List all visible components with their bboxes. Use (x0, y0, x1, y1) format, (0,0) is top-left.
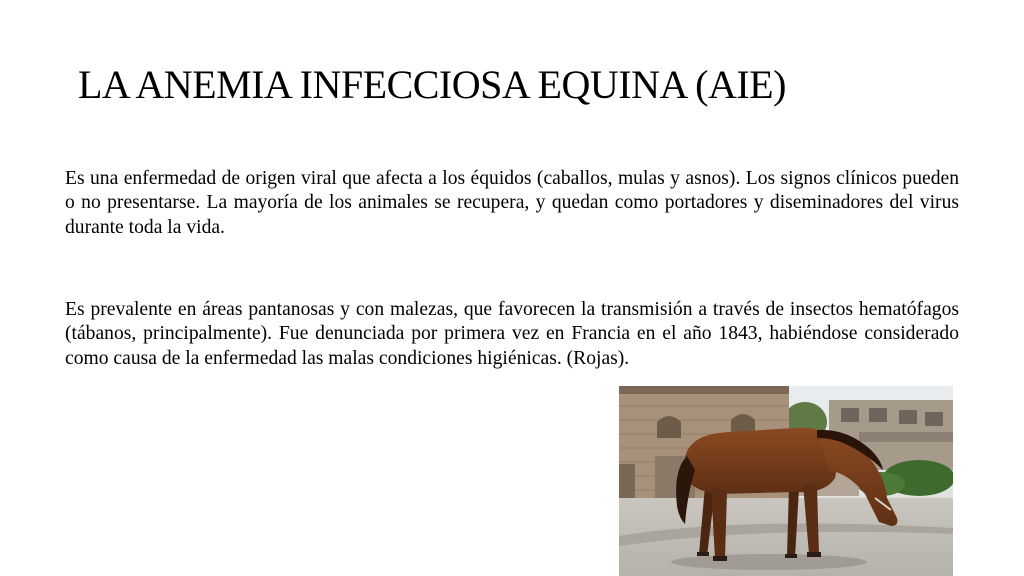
paragraph-definition: Es una enfermedad de origen viral que afecta a los équidos (caballos, mulas y asnos). Los signos clínicos pueden o no presentarse. La mayoría de los animales se recupera, y quedan como portadores y diseminadores del virus durante toda la vida. (65, 168, 959, 238)
horse-photo (619, 386, 953, 576)
slide-title: LA ANEMIA INFECCIOSA EQUINA (AIE) (78, 62, 786, 107)
paragraph-prevalence: Es prevalente en áreas pantanosas y con malezas, que favorecen la transmisión a través de insectos hematófagos (tábanos, principalmente). Fue denunciada por primera vez en Francia en el año 1843, habiéndose considerado como causa de la enfermedad las malas condiciones higiénicas. (Rojas). (65, 299, 959, 369)
